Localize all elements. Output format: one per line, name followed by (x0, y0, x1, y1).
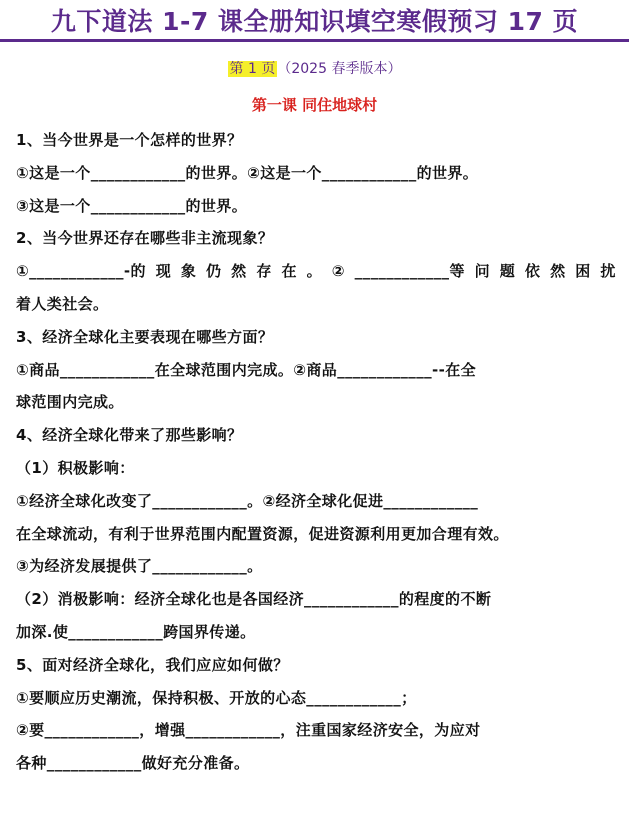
text-line (16, 452, 616, 485)
text-line (16, 616, 616, 649)
document-title: 九下道法 1-7 课全册知识填空寒假预习 17 页 (50, 7, 579, 36)
line-text: 加深.使____________跨国界传递。 (16, 622, 256, 641)
page-info (0, 58, 629, 78)
line-text: ①商品____________在全球范围内完成。②商品____________--在全 (16, 360, 477, 379)
line-text: 3、经济全球化主要表现在哪些方面？ (16, 327, 274, 346)
line-text: 球范围内完成。 (16, 393, 124, 412)
text-line (16, 747, 616, 780)
text-line (16, 288, 616, 321)
text-line (16, 255, 616, 288)
line-text: 在全球流动，有利于世界范围内配置资源，促进资源利用更加合理有效。 (16, 524, 509, 543)
line-text: 1、当今世界是一个怎样的世界？ (16, 131, 243, 149)
line-text: 困 (575, 262, 591, 281)
line-text: ③这是一个____________的世界。 (16, 196, 248, 215)
line-text: 2、当今世界还存在哪些非主流现象？ (16, 229, 274, 248)
line-text: （2）消极影响：经济全球化也是各国经济____________的程度的不断 (16, 590, 492, 609)
text-line (16, 714, 616, 747)
line-text: 存 (256, 262, 272, 281)
text-line (16, 354, 616, 387)
line-text: 问 (474, 262, 490, 281)
text-line (16, 386, 616, 419)
line-text: ② (331, 262, 345, 281)
text-line (16, 419, 616, 452)
title-underline (0, 39, 629, 42)
line-text: 然 (231, 262, 247, 281)
line-text: 现 (155, 262, 172, 281)
line-text: 。 (306, 262, 323, 281)
text-line (16, 321, 616, 354)
line-text: ①经济全球化改变了____________。②经济全球化促进____________ (16, 491, 479, 510)
line-text: 4、经济全球化带来了那些影响？ (16, 426, 243, 445)
lesson-title: 第一课 同住地球村 (251, 96, 378, 114)
text-line (16, 649, 616, 682)
line-text: ①要顺应历史潮流，保持积极、开放的心态____________； (16, 688, 417, 707)
line-text: 各种____________做好充分准备。 (16, 754, 250, 773)
text-line (16, 682, 616, 715)
line-text: （1）积极影响： (16, 458, 135, 477)
line-text: 在 (281, 262, 297, 281)
line-text: 扰 (600, 262, 616, 281)
text-line (16, 124, 616, 157)
text-line (16, 190, 616, 223)
line-text: ①____________-的 (16, 262, 146, 281)
line-text: 5、面对经济全球化，我们应应如何做？ (16, 655, 289, 674)
text-line (16, 222, 616, 255)
line-text: 象 (180, 262, 197, 281)
line-text: 着人类社会。 (16, 294, 109, 313)
text-line (16, 157, 616, 190)
edition-note: （2025 春季版本） (277, 61, 402, 77)
line-text: ____________等 (354, 262, 465, 281)
text-line (16, 583, 616, 616)
line-text: 仍 (206, 262, 222, 281)
page-number-label: 第 1 页 (229, 61, 276, 77)
text-line (16, 485, 616, 518)
line-text: ③为经济发展提供了____________。 (16, 557, 263, 576)
line-text: 题 (499, 262, 516, 281)
line-text: ①这是一个____________的世界。②这是一个____________的世界。 (16, 163, 479, 182)
line-text: ②要____________，增强____________，注重国家经济安全，为应对 (16, 721, 481, 740)
text-line (16, 550, 616, 583)
worksheet-content (16, 124, 616, 780)
line-text: 依 (524, 262, 541, 281)
text-line (16, 518, 616, 551)
line-text: 然 (550, 262, 566, 281)
